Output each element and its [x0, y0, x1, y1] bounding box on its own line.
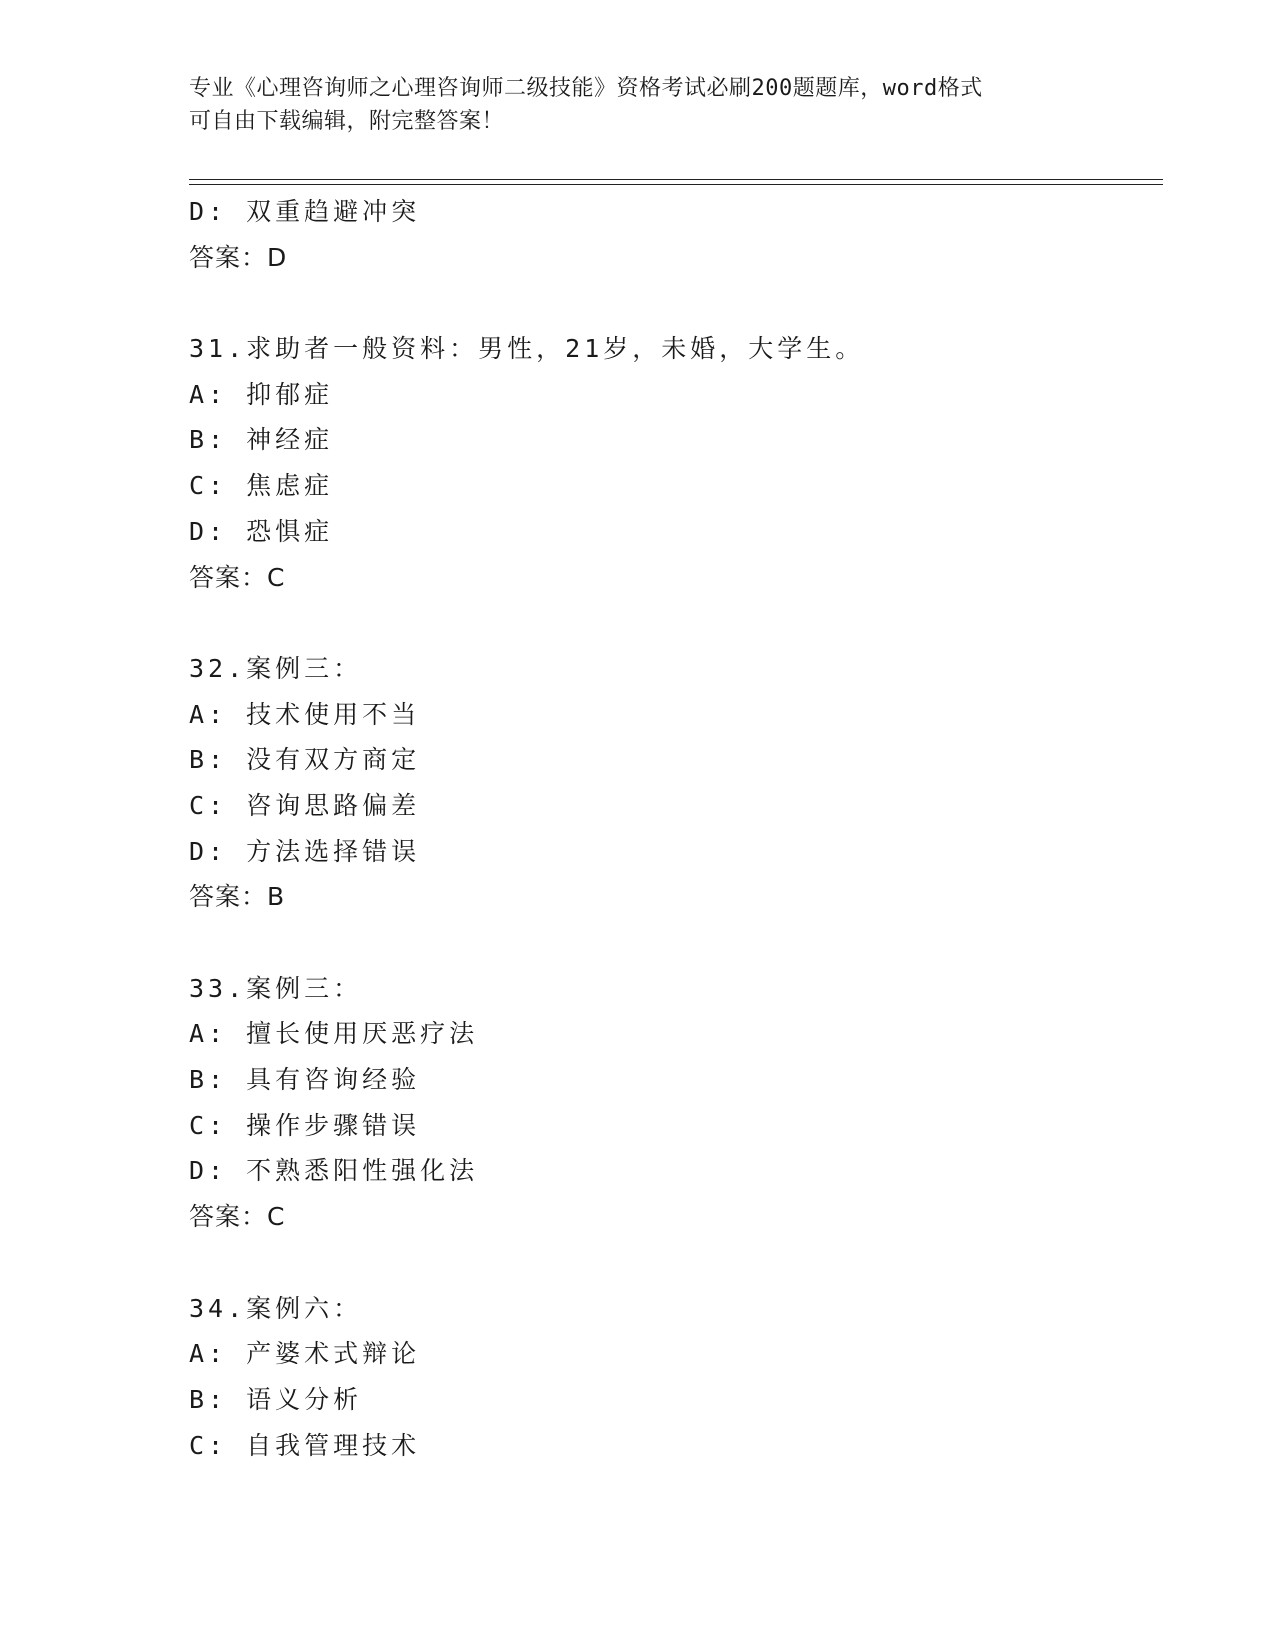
option-d: D: 双重趋避冲突 [189, 197, 421, 226]
question-stem: 33.案例三： [189, 973, 363, 1003]
question-list [189, 189, 1163, 1468]
option-a: A: 技术使用不当 [189, 699, 421, 729]
spacer [189, 600, 1163, 646]
spacer [189, 920, 1163, 966]
question-block-32 [189, 646, 1163, 920]
question-stem: 34.案例六： [189, 1293, 363, 1323]
question-block-34 [189, 1286, 1163, 1469]
question-block-31 [189, 326, 1163, 600]
answer-line: 答案：C [189, 562, 286, 592]
header-rule-bottom [189, 184, 1163, 185]
spacer [189, 1240, 1163, 1286]
header-rule-top [189, 179, 1163, 180]
answer-line: 答案：C [189, 1202, 286, 1232]
document-header [189, 72, 1089, 138]
option-d: D: 恐惧症 [189, 516, 334, 546]
option-b: B: 神经症 [189, 425, 334, 455]
option-a: A: 抑郁症 [189, 379, 334, 409]
option-c: C: 操作步骤错误 [189, 1110, 421, 1140]
header-line-2: 可自由下载编辑，附完整答案！ [189, 109, 505, 134]
header-line-1: 专业《心理咨询师之心理咨询师二级技能》资格考试必刷200题题库，word格式 [189, 76, 983, 101]
question-stem: 31.求助者一般资料：男性，21岁，未婚，大学生。 [189, 334, 865, 364]
option-d: D: 方法选择错误 [189, 836, 421, 866]
question-block-33 [189, 966, 1163, 1240]
option-b: B: 具有咨询经验 [189, 1065, 421, 1095]
spacer [189, 280, 1163, 326]
option-b: B: 语义分析 [189, 1384, 363, 1414]
answer-line: 答案：D [189, 242, 288, 272]
option-d: D: 不熟悉阳性强化法 [189, 1156, 479, 1186]
option-c: C: 焦虑症 [189, 471, 334, 501]
option-c: C: 咨询思路偏差 [189, 790, 421, 820]
question-stem: 32.案例三： [189, 653, 363, 683]
option-a: A: 擅长使用厌恶疗法 [189, 1019, 479, 1049]
option-b: B: 没有双方商定 [189, 745, 421, 775]
answer-line: 答案：B [189, 882, 286, 912]
question-block-30-tail [189, 189, 1163, 280]
option-a: A: 产婆术式辩论 [189, 1339, 421, 1369]
option-c: C: 自我管理技术 [189, 1430, 421, 1460]
